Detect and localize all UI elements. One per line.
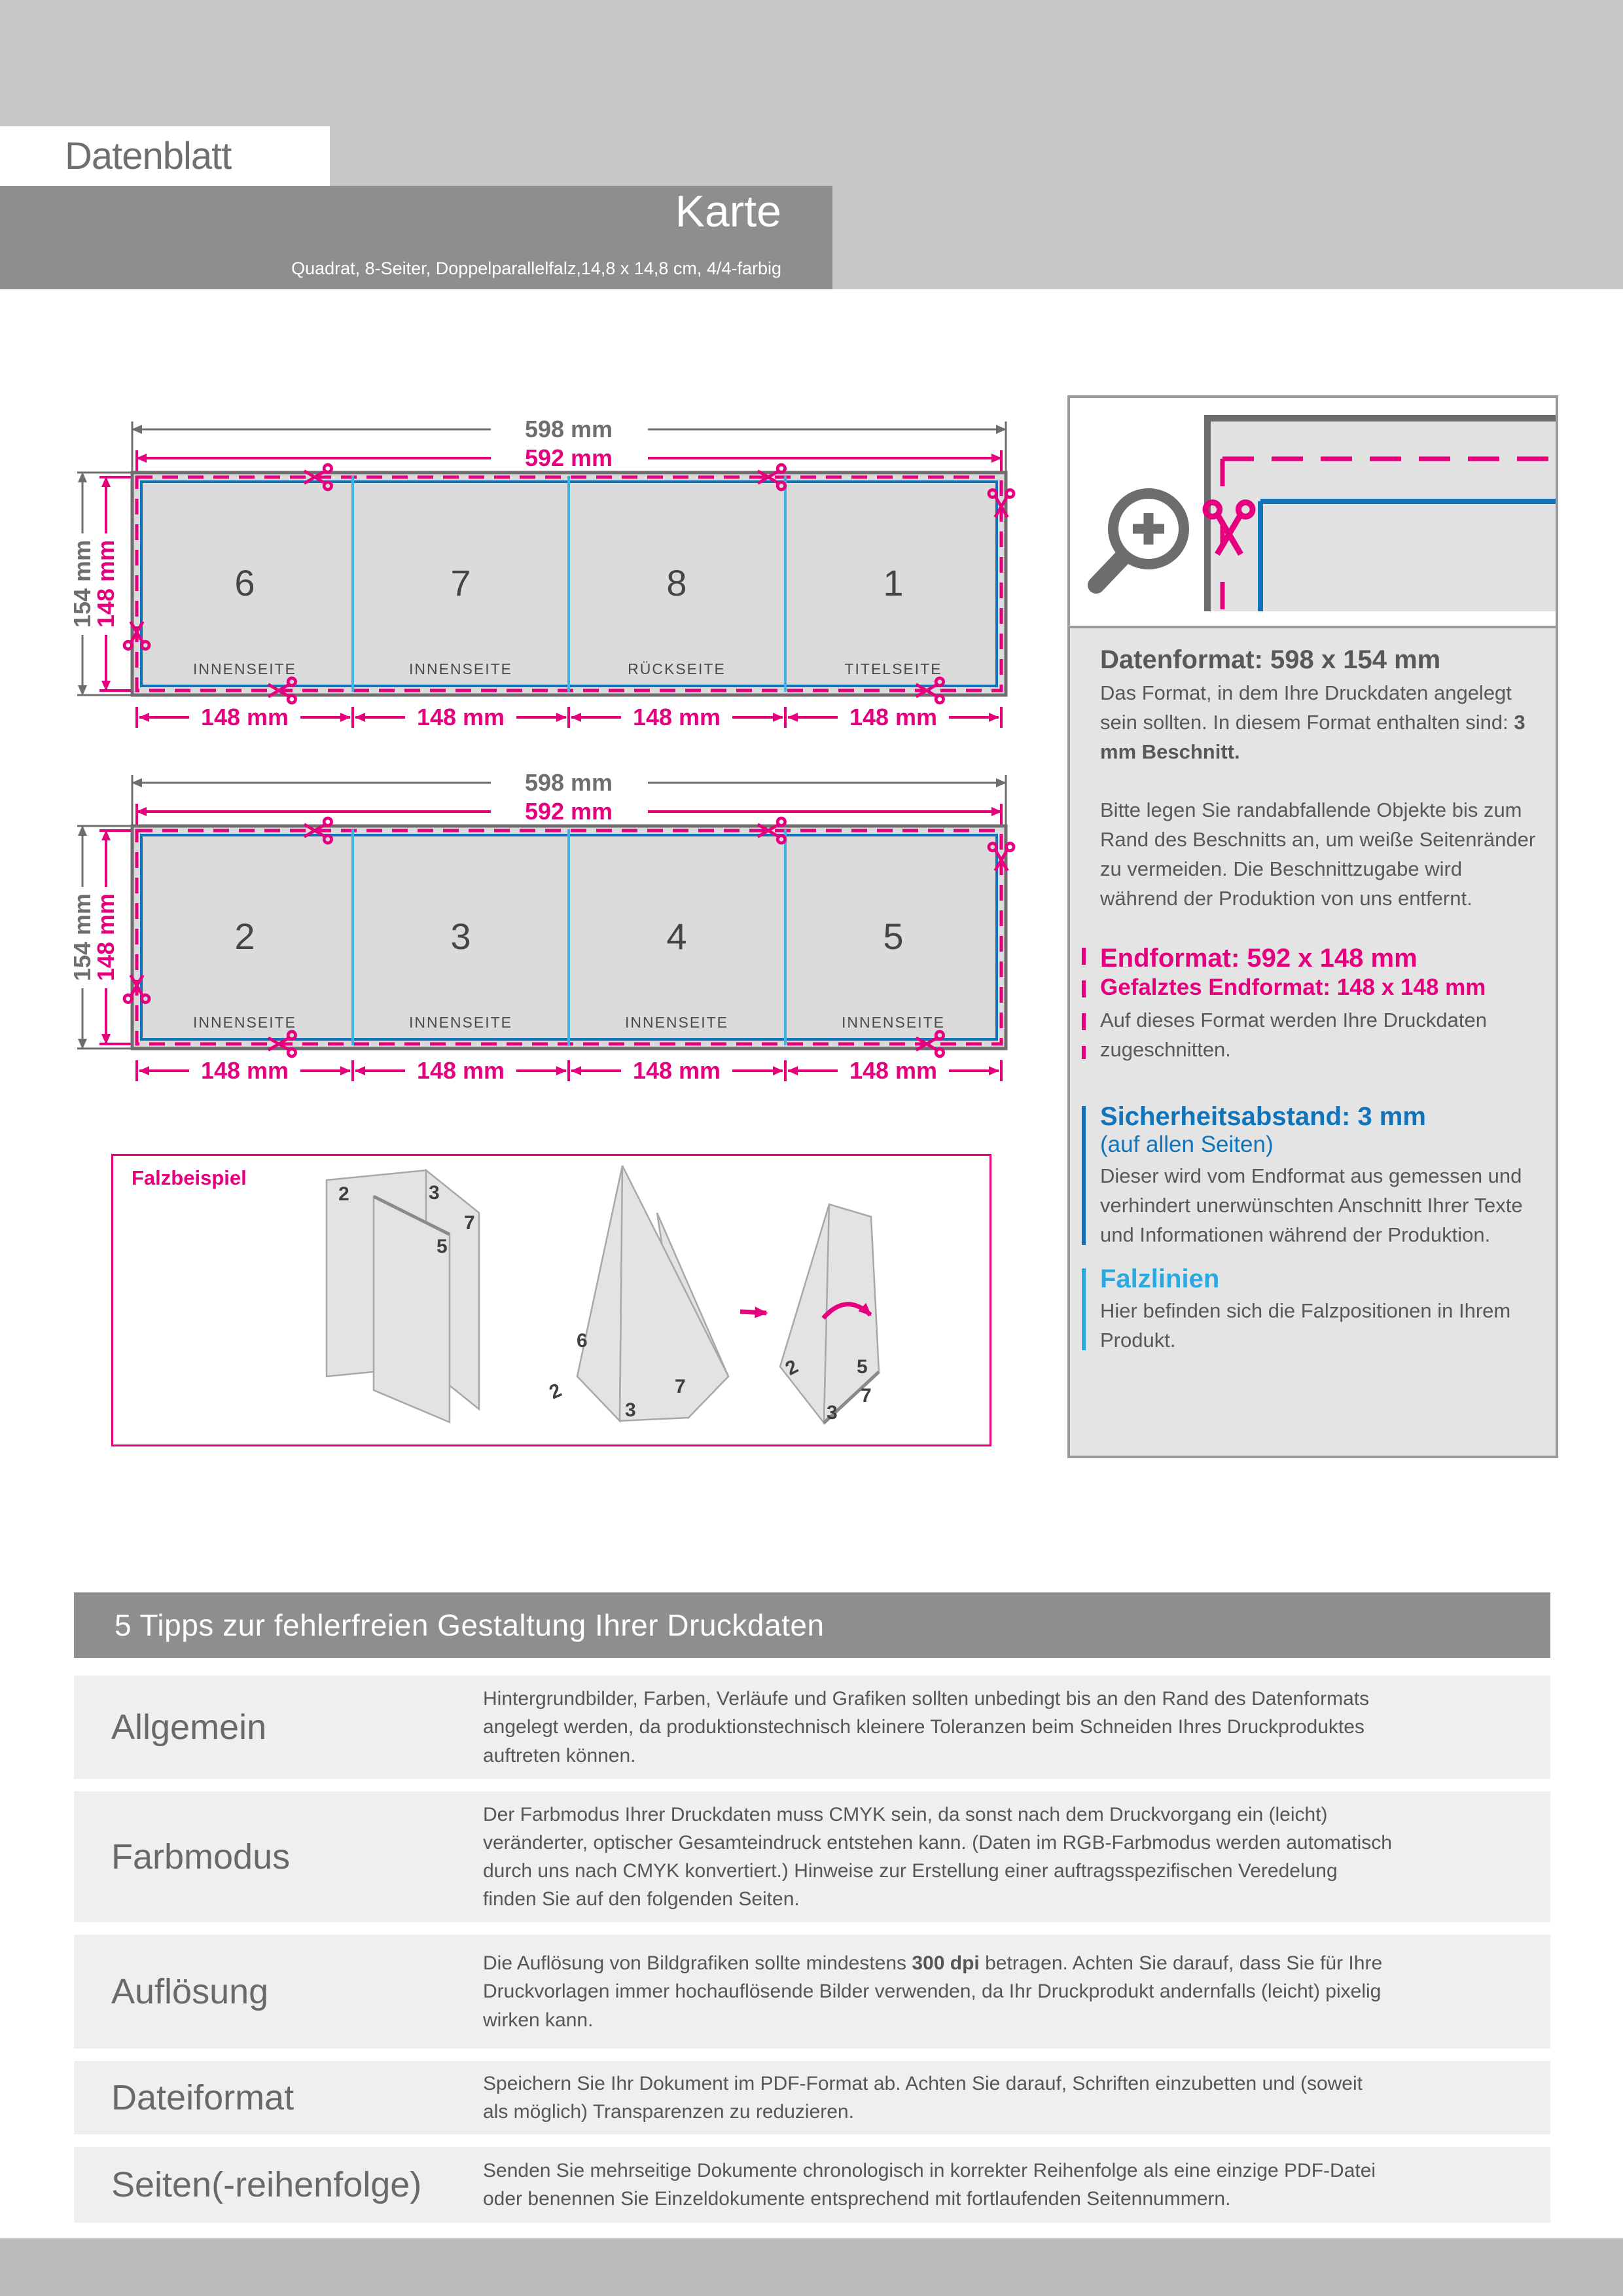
panel-width-label: 148 mm <box>632 1057 721 1084</box>
panel-side-label: INNENSEITE <box>408 1014 513 1031</box>
fold-sheet-diagram-outside <box>65 399 1047 740</box>
tip-text-part: betragen. Achten Sie darauf, dass Sie für Ihre Druckvorlagen immer hochauflösende Bilder verwenden, da Ihr Druckprodukt andernfalls (leicht) pixelig wirken kann. <box>483 1952 1383 2031</box>
panel-width-label: 148 mm <box>416 704 505 730</box>
datenformat-heading: Datenformat: 598 x 154 mm <box>1100 645 1441 674</box>
panel-number: 7 <box>450 562 471 603</box>
foldlines-text: Hier befinden sich die Falzpositionen in Ihrem Produkt. <box>1100 1299 1511 1352</box>
product-band <box>0 186 832 289</box>
fold-step-2 <box>546 1166 728 1421</box>
fold-number: 2 <box>781 1355 802 1380</box>
endformat-section <box>1100 944 1536 1065</box>
fold-example-illustration <box>113 1156 990 1444</box>
tip-text: Speichern Sie Ihr Dokument im PDF-Format ab. Achten Sie darauf, Schriften einzubetten und (soweit als möglich) Transparenzen zu reduzieren. <box>483 2072 1363 2123</box>
fold-number: 2 <box>546 1379 565 1404</box>
fold-number: 3 <box>625 1399 636 1421</box>
fold-number: 7 <box>675 1376 686 1397</box>
product-name: Karte <box>675 187 781 236</box>
product-spec: Quadrat, 8-Seiter, Doppelparallelfalz,14,8 x 14,8 cm, 4/4-farbig <box>291 259 781 278</box>
datasheet-label-text: Datenblatt <box>65 135 232 177</box>
fold-number: 5 <box>437 1236 448 1257</box>
datenformat-text-bold: 3 mm Beschnitt. <box>1100 710 1525 763</box>
panel-width-label: 148 mm <box>200 704 289 730</box>
panel-number: 3 <box>450 916 471 957</box>
tip-row-seitenreihenfolge <box>74 2147 1550 2223</box>
panel-number: 2 <box>234 916 255 957</box>
fold-example-box <box>111 1154 991 1446</box>
foldlines-section <box>1100 1265 1536 1355</box>
safety-heading: Sicherheitsabstand: 3 mm <box>1100 1102 1426 1132</box>
panel-side-label: RÜCKSEITE <box>628 660 726 677</box>
panel-width-label: 148 mm <box>200 1057 289 1084</box>
tips-header <box>74 1592 1550 1658</box>
total-width-label: 598 mm <box>524 769 613 796</box>
panel-side-label: INNENSEITE <box>192 660 297 677</box>
datenformat-text-body: Das Format, in dem Ihre Druckdaten angelegt sein sollten. In diesem Format enthalten sind: <box>1100 681 1514 734</box>
safety-marker <box>1082 1106 1086 1245</box>
fold-step-3 <box>780 1204 879 1424</box>
fold-number: 3 <box>827 1402 838 1424</box>
corner-detail <box>1204 415 1556 611</box>
datenformat-text <box>1100 679 1536 767</box>
panel-side-label: TITELSEITE <box>844 660 942 677</box>
tip-label: Seiten(-reihenfolge) <box>111 2165 422 2204</box>
panel-width-label: 148 mm <box>632 704 721 730</box>
panel-side-label: INNENSEITE <box>624 1014 729 1031</box>
tip-text-part: Die Auflösung von Bildgrafiken sollte mindestens <box>483 1952 912 1975</box>
trim-width-label: 592 mm <box>524 798 613 825</box>
datasheet-label <box>0 126 330 186</box>
fold-sheet-diagram-inside <box>65 753 1047 1093</box>
panel-width-label: 148 mm <box>849 704 938 730</box>
safety-section <box>1100 1102 1536 1250</box>
arrow-right-icon <box>740 1312 766 1313</box>
panel-side-label: INNENSEITE <box>192 1014 297 1031</box>
panel-number: 5 <box>883 916 904 957</box>
tip-text: Der Farbmodus Ihrer Druckdaten muss CMYK sein, da sonst nach dem Druckvorgang ein (leicht) veränderter, optischer Gesamteindruck entstehen kann. (Daten im RGB-Farbmodus werden automatisch durch uns nach CMYK konvertiert.) Hinweise zur Erstellung einer auftragsspezifischen Veredelung finden Sie auf den folgenden Seiten. <box>483 1803 1392 1910</box>
tip-row-aufloesung <box>74 1935 1550 2049</box>
fold-number: 6 <box>577 1330 588 1352</box>
fold-number: 7 <box>861 1385 872 1407</box>
zoom-detail-svg <box>1070 398 1556 626</box>
trim-width-label: 592 mm <box>524 444 613 471</box>
tip-text: Senden Sie mehrseitige Dokumente chronologisch in korrekter Reihenfolge als eine einzige PDF-Datei oder benennen Sie Einzeldokumente entsprechend mit fortlaufenden Seitennummern. <box>483 2159 1376 2210</box>
tip-row-farbmodus <box>74 1791 1550 1922</box>
endformat-heading: Endformat: 592 x 148 mm <box>1100 943 1418 973</box>
panel-number: 8 <box>666 562 687 603</box>
endformat-marker <box>1082 948 1086 1060</box>
fold-example-title: Falzbeispiel <box>132 1166 247 1189</box>
tip-text-bold: 300 dpi <box>912 1952 980 1975</box>
panel-number: 1 <box>883 562 904 603</box>
panel-number: 4 <box>666 916 687 957</box>
tip-label: Auflösung <box>111 1972 269 2011</box>
panel-width-label: 148 mm <box>849 1057 938 1084</box>
trim-height-label: 148 mm <box>92 893 119 982</box>
tip-label: Dateiformat <box>111 2078 294 2117</box>
tips-table <box>74 1676 1550 2235</box>
panel-side-label: INNENSEITE <box>408 660 513 677</box>
panel-number: 6 <box>234 562 255 603</box>
foldlines-marker <box>1082 1268 1086 1350</box>
fold-number: 2 <box>338 1183 349 1205</box>
tips-heading: 5 Tipps zur fehlerfreien Gestaltung Ihrer Druckdaten <box>115 1608 825 1642</box>
panel-width-label: 148 mm <box>416 1057 505 1084</box>
safety-text: Dieser wird vom Endformat aus gemessen und verhindert unerwünschten Anschnitt Ihrer Texte und Informationen während der Produktion. <box>1100 1164 1523 1247</box>
info-sidebar <box>1067 395 1558 1458</box>
fold-number: 5 <box>857 1356 868 1378</box>
fold-number: 7 <box>464 1212 475 1234</box>
tip-row-dateiformat <box>74 2061 1550 2134</box>
endformat-text: Auf dieses Format werden Ihre Druckdaten zugeschnitten. <box>1100 1008 1487 1061</box>
tip-text: Hintergrundbilder, Farben, Verläufe und Grafiken sollten unbedingt bis an den Rand des Datenformats angelegt werden, da produktionstechnisch kleinere Toleranzen beim Schneiden Ihres Druckproduktes auftreten können. <box>483 1688 1370 1767</box>
magnifier-plus-icon <box>1096 493 1184 585</box>
safety-subheading: (auf allen Seiten) <box>1100 1132 1274 1158</box>
info-panel <box>1070 626 1556 1456</box>
total-height-label: 154 mm <box>69 893 96 982</box>
total-width-label: 598 mm <box>524 416 613 442</box>
tip-text <box>483 1949 1393 2034</box>
tip-row-allgemein <box>74 1676 1550 1779</box>
tip-label: Allgemein <box>111 1708 267 1747</box>
tip-label: Farbmodus <box>111 1837 291 1876</box>
foldlines-heading: Falzlinien <box>1100 1265 1220 1294</box>
fold-number: 3 <box>429 1182 440 1204</box>
total-height-label: 154 mm <box>69 539 96 628</box>
trim-height-label: 148 mm <box>92 539 119 628</box>
datenformat-section <box>1100 645 1536 914</box>
datenformat-text2: Bitte legen Sie randabfallende Objekte bis zum Rand des Beschnitts an, um weiße Seitenränder zu vermeiden. Die Beschnittzugabe wird während der Produktion von uns entfernt. <box>1100 798 1536 910</box>
endformat-subheading: Gefalztes Endformat: 148 x 148 mm <box>1100 974 1486 1000</box>
panel-side-label: INNENSEITE <box>841 1014 946 1031</box>
fold-step-1 <box>327 1170 479 1422</box>
zoom-detail-illustration <box>1070 398 1556 626</box>
footer-band <box>0 2238 1623 2296</box>
